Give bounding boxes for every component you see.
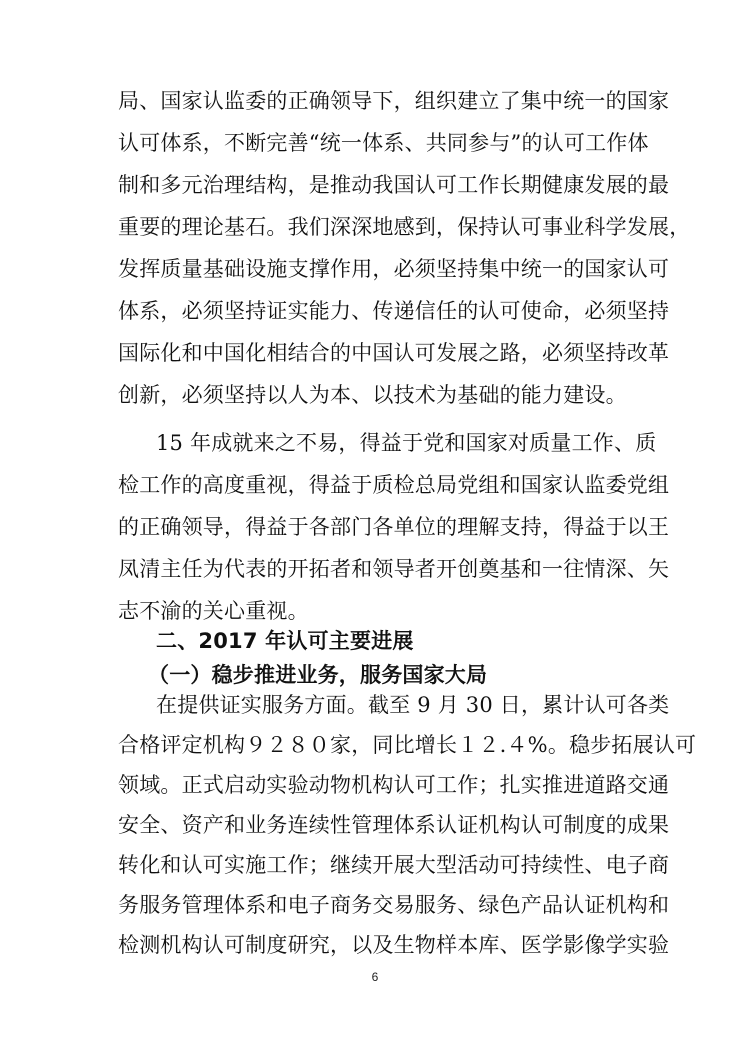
paragraph-3-line-3: 领域。正式启动实验动物机构认可工作；扎实推进道路交通	[118, 773, 670, 797]
paragraph-1-line-3: 制和多元治理结构，是推动我国认可工作长期健康发展的最	[118, 173, 670, 197]
paragraph-3-line-5: 转化和认可实施工作；继续开展大型活动可持续性、电子商	[118, 853, 670, 877]
paragraph-3-line-1: 在提供证实服务方面。截至 9 月 30 日，累计认可各类	[156, 693, 670, 717]
paragraph-3-line-7: 检测机构认可制度研究，以及生物样本库、医学影像学实验	[118, 933, 670, 957]
paragraph-1-line-5: 发挥质量基础设施支撑作用，必须坚持集中统一的国家认可	[118, 257, 670, 281]
paragraph-2-line-2: 检工作的高度重视，得益于质检总局党组和国家认监委党组	[118, 473, 670, 497]
paragraph-1-line-7: 国际化和中国化相结合的中国认可发展之路，必须坚持改革	[118, 341, 670, 365]
page-number: 6	[371, 970, 379, 984]
paragraph-2-line-4: 凤清主任为代表的开拓者和领导者开创奠基和一往情深、矢	[118, 557, 670, 581]
paragraph-3-line-4: 安全、资产和业务连续性管理体系认证机构认可制度的成果	[118, 813, 670, 837]
paragraph-3-line-2: 合格评定机构９２８０家，同比增长１２.４%。稳步拓展认可	[118, 733, 697, 757]
section-heading: 二、2017 年认可主要进展	[156, 629, 414, 653]
subsection-heading: （一）稳步推进业务，服务国家大局	[148, 663, 488, 687]
paragraph-1-line-6: 体系，必须坚持证实能力、传递信任的认可使命，必须坚持	[118, 299, 670, 323]
paragraph-2-line-3: 的正确领导，得益于各部门各单位的理解支持，得益于以王	[118, 515, 670, 539]
paragraph-1-line-1: 局、国家认监委的正确领导下，组织建立了集中统一的国家	[118, 89, 670, 113]
paragraph-1-line-2: 认可体系，不断完善“统一体系、共同参与”的认可工作体	[118, 131, 649, 155]
paragraph-1-line-4: 重要的理论基石。我们深深地感到，保持认可事业科学发展，	[118, 215, 691, 239]
paragraph-3-line-6: 务服务管理体系和电子商务交易服务、绿色产品认证机构和	[118, 893, 670, 917]
paragraph-1-line-8: 创新，必须坚持以人为本、以技术为基础的能力建设。	[118, 383, 627, 407]
paragraph-2-line-5: 志不渝的关心重视。	[118, 599, 309, 623]
paragraph-2-line-1: 15 年成就来之不易，得益于党和国家对质量工作、质	[156, 431, 657, 455]
